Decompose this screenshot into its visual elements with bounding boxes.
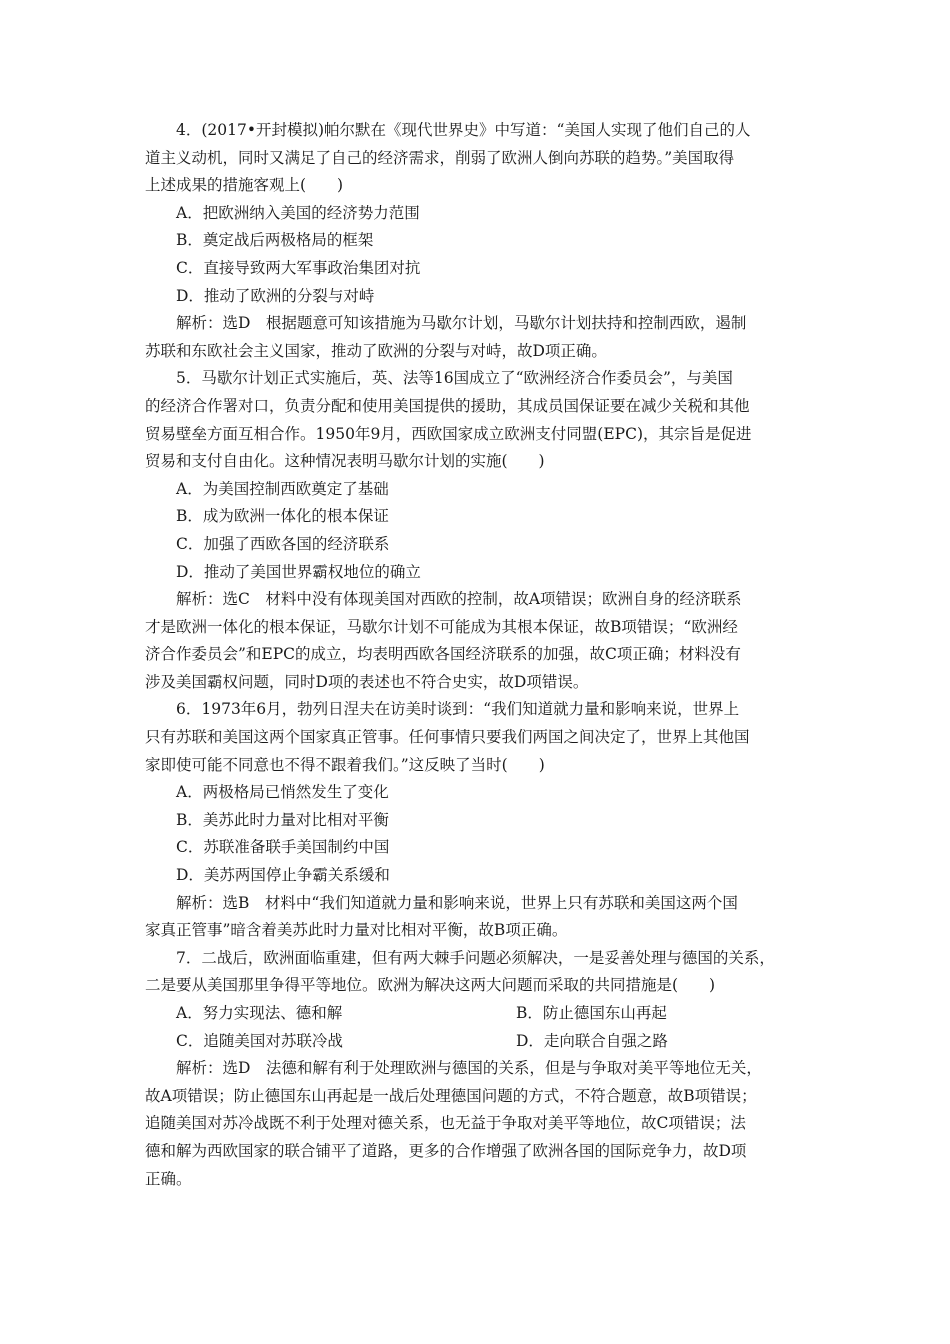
analysis-line: 追随美国对苏冷战既不利于处理对德关系，也无益于争取对美平等地位，故C项错误；法 — [145, 1114, 746, 1133]
document-page — [145, 117, 825, 1193]
question-stem-line: 上述成果的措施客观上( ) — [145, 176, 344, 195]
analysis-line: 解析：选D 法德和解有利于处理欧洲与德国的关系，但是与争取对美平等地位无关， — [176, 1059, 762, 1078]
analysis-line: 才是欧洲一体化的根本保证，马歇尔计划不可能成为其根本保证，故B项错误；“欧洲经 — [145, 617, 738, 636]
option-row — [145, 1000, 825, 1028]
analysis-line: 德和解为西欧国家的联合铺平了道路，更多的合作增强了欧洲各国的国际竞争力，故D项 — [145, 1141, 747, 1160]
analysis-line: 涉及美国霸权问题，同时D项的表述也不符合史实，故D项错误。 — [145, 672, 589, 691]
question-stem-line: 6．1973年6月，勃列日涅夫在访美时谈到：“我们知道就力量和影响来说，世界上 — [176, 700, 740, 719]
analysis-line: 解析：选D 根据题意可知该措施为马歇尔计划，马歇尔计划扶持和控制西欧，遏制 — [176, 314, 747, 333]
option-b: B．防止德国东山再起 — [516, 1004, 667, 1022]
question-stem-line: 只有苏联和美国这两个国家真正管事。任何事情只要我们两国之间决定了，世界上其他国 — [145, 728, 750, 747]
question-stem-line: 道主义动机，同时又满足了自己的经济需求，削弱了欧洲人倒向苏联的趋势。”美国取得 — [145, 148, 735, 167]
option-a: A．努力实现法、德和解 — [176, 1004, 343, 1022]
question-7 — [145, 945, 825, 1193]
option-a: A．两极格局已悄然发生了变化 — [176, 783, 389, 802]
option-b: B．成为欧洲一体化的根本保证 — [176, 507, 389, 526]
option-d: D．推动了欧洲的分裂与对峙 — [176, 286, 375, 305]
option-b: B．美苏此时力量对比相对平衡 — [176, 810, 389, 829]
question-stem-line: 5．马歇尔计划正式实施后，英、法等16国成立了“欧洲经济合作委员会”，与美国 — [176, 369, 733, 388]
question-4 — [145, 117, 825, 365]
analysis-line: 故A项错误；防止德国东山再起是一战后处理德国问题的方式，不符合题意，故B项错误； — [145, 1086, 757, 1105]
option-d: D．美苏两国停止争霸关系缓和 — [176, 866, 390, 885]
question-stem-line: 7．二战后，欧洲面临重建，但有两大棘手问题必须解决，一是妥善处理与德国的关系， — [176, 948, 775, 967]
question-5 — [145, 365, 825, 696]
question-stem-line: 的经济合作署对口，负责分配和使用美国提供的援助，其成员国保证要在减少关税和其他 — [145, 396, 750, 415]
option-d: D．走向联合自强之路 — [516, 1031, 668, 1050]
option-d: D．推动了美国世界霸权地位的确立 — [176, 562, 421, 581]
analysis-line: 正确。 — [145, 1169, 192, 1188]
option-row — [145, 1028, 825, 1056]
option-c: C．加强了西欧各国的经济联系 — [176, 534, 390, 553]
question-stem-line: 贸易和支付自由化。这种情况表明马歇尔计划的实施( ) — [145, 452, 545, 471]
question-stem-line: 贸易壁垒方面互相合作。1950年9月，西欧国家成立欧洲支付同盟(EPC)，其宗旨是促进 — [145, 424, 752, 443]
option-c: C．追随美国对苏联冷战 — [176, 1031, 343, 1050]
question-stem-line: 家即使可能不同意也不得不跟着我们。”这反映了当时( ) — [145, 755, 545, 774]
option-b: B．奠定战后两极格局的框架 — [176, 231, 374, 250]
question-stem-line: 4．(2017•开封模拟)帕尔默在《现代世界史》中写道：“美国人实现了他们自己的人 — [176, 121, 751, 139]
analysis-line: 家真正管事”暗含着美苏此时力量对比相对平衡，故B项正确。 — [145, 921, 568, 940]
analysis-line: 苏联和东欧社会主义国家，推动了欧洲的分裂与对峙，故D项正确。 — [145, 341, 607, 360]
option-a: A．把欧洲纳入美国的经济势力范围 — [176, 203, 420, 222]
analysis-line: 济合作委员会”和EPC的成立，均表明西欧各国经济联系的加强，故C项正确；材料没有 — [145, 645, 741, 664]
option-c: C．直接导致两大军事政治集团对抗 — [176, 258, 421, 277]
analysis-line: 解析：选B 材料中“我们知道就力量和影响来说，世界上只有苏联和美国这两个国 — [176, 893, 738, 912]
question-stem-line: 二是要从美国那里争得平等地位。欧洲为解决这两大问题而采取的共同措施是( ) — [145, 976, 716, 995]
question-6 — [145, 696, 825, 944]
option-a: A．为美国控制西欧奠定了基础 — [176, 479, 389, 498]
option-c: C．苏联准备联手美国制约中国 — [176, 838, 390, 857]
analysis-line: 解析：选C 材料中没有体现美国对西欧的控制，故A项错误；欧洲自身的经济联系 — [176, 590, 742, 609]
